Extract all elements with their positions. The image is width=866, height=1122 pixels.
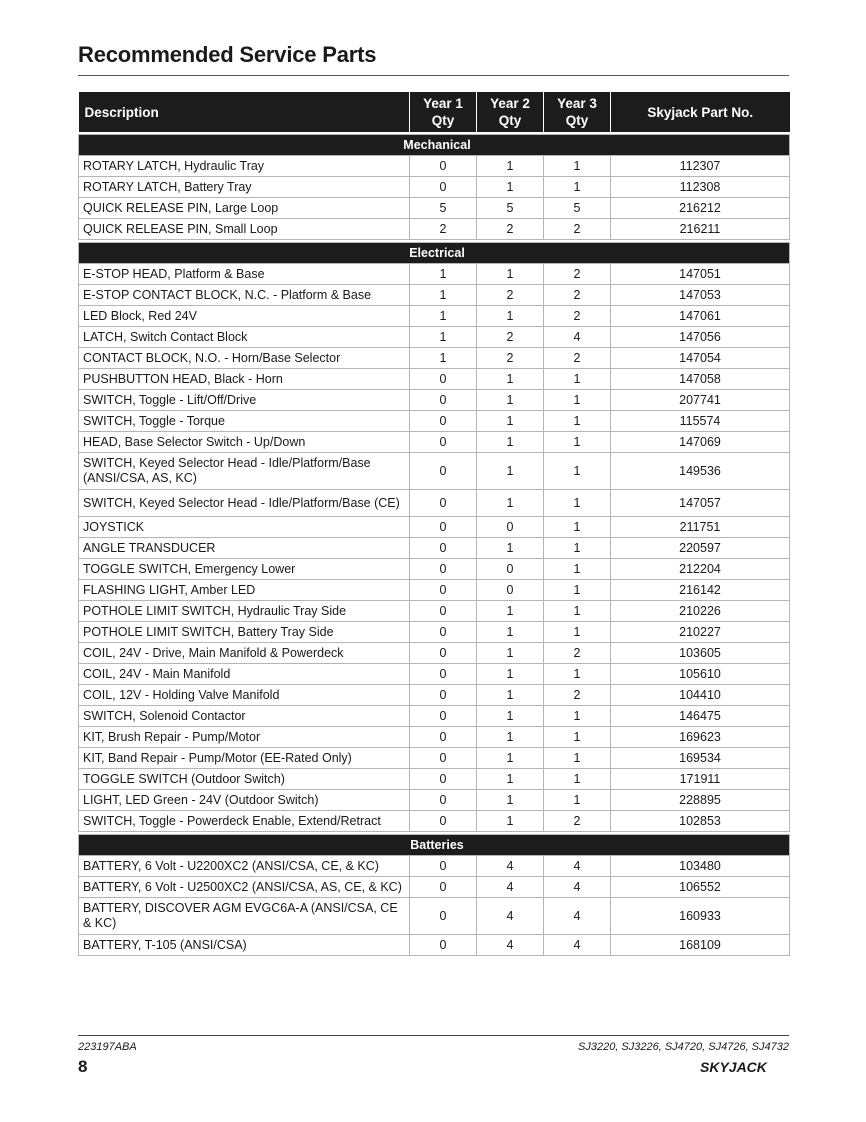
- description-cell: ROTARY LATCH, Hydraulic Tray: [79, 156, 410, 177]
- table-row: [79, 727, 790, 748]
- year3-qty-cell: 1: [544, 727, 611, 748]
- part-number-cell: 160933: [611, 898, 790, 935]
- description-cell: JOYSTICK: [79, 517, 410, 538]
- part-number-cell: 169623: [611, 727, 790, 748]
- year2-qty-cell: 1: [477, 748, 544, 769]
- year2-qty-cell: 1: [477, 790, 544, 811]
- header-year2-qty-label: Qty: [498, 113, 522, 128]
- description-cell: KIT, Brush Repair - Pump/Motor: [79, 727, 410, 748]
- year3-qty-cell: 1: [544, 517, 611, 538]
- year2-qty-cell: 1: [477, 811, 544, 832]
- part-number-cell: 104410: [611, 685, 790, 706]
- table-row: [79, 898, 790, 935]
- year1-qty-cell: 0: [410, 559, 477, 580]
- description-cell: TOGGLE SWITCH, Emergency Lower: [79, 559, 410, 580]
- header-part-no: Skyjack Part No.: [611, 92, 790, 132]
- year1-qty-cell: 1: [410, 327, 477, 348]
- description-cell: ANGLE TRANSDUCER: [79, 538, 410, 559]
- year1-qty-cell: 0: [410, 453, 477, 490]
- year2-qty-cell: 0: [477, 559, 544, 580]
- header-year3-qty-label: Qty: [565, 113, 589, 128]
- part-number-cell: 216212: [611, 198, 790, 219]
- year3-qty-cell: 4: [544, 877, 611, 898]
- header-description: Description: [79, 92, 410, 132]
- year3-qty-cell: 1: [544, 748, 611, 769]
- year1-qty-cell: 2: [410, 219, 477, 240]
- year2-qty-cell: 1: [477, 264, 544, 285]
- year2-qty-cell: 1: [477, 601, 544, 622]
- part-number-cell: 112308: [611, 177, 790, 198]
- year2-qty-cell: 1: [477, 411, 544, 432]
- document-id: 223197ABA: [78, 1041, 137, 1053]
- table-row: [79, 580, 790, 601]
- year3-qty-cell: 1: [544, 664, 611, 685]
- part-number-cell: 115574: [611, 411, 790, 432]
- table-row: [79, 432, 790, 453]
- table-row: [79, 664, 790, 685]
- description-cell: ROTARY LATCH, Battery Tray: [79, 177, 410, 198]
- year3-qty-cell: 1: [544, 580, 611, 601]
- model-list: SJ3220, SJ3226, SJ4720, SJ4726, SJ4732: [578, 1041, 789, 1053]
- year2-qty-cell: 1: [477, 156, 544, 177]
- year3-qty-cell: 1: [544, 769, 611, 790]
- table-row: [79, 517, 790, 538]
- service-parts-table: [78, 92, 790, 956]
- year3-qty-cell: 1: [544, 156, 611, 177]
- description-cell: SWITCH, Toggle - Lift/Off/Drive: [79, 390, 410, 411]
- year3-qty-cell: 4: [544, 327, 611, 348]
- year2-qty-cell: 0: [477, 517, 544, 538]
- part-number-cell: 147056: [611, 327, 790, 348]
- table-row: [79, 769, 790, 790]
- description-cell: SWITCH, Solenoid Contactor: [79, 706, 410, 727]
- table-row: [79, 285, 790, 306]
- description-cell: COIL, 24V - Drive, Main Manifold & Powerdeck: [79, 643, 410, 664]
- year3-qty-cell: 1: [544, 538, 611, 559]
- year3-qty-cell: 1: [544, 559, 611, 580]
- table-row: [79, 685, 790, 706]
- description-cell: TOGGLE SWITCH (Outdoor Switch): [79, 769, 410, 790]
- year1-qty-cell: 0: [410, 811, 477, 832]
- year1-qty-cell: 0: [410, 898, 477, 935]
- year1-qty-cell: 0: [410, 490, 477, 517]
- header-year1-label: Year 1: [423, 96, 463, 111]
- year1-qty-cell: 0: [410, 790, 477, 811]
- year1-qty-cell: 5: [410, 198, 477, 219]
- description-cell: E-STOP CONTACT BLOCK, N.C. - Platform & Base: [79, 285, 410, 306]
- section-title: Batteries: [79, 835, 790, 856]
- year3-qty-cell: 2: [544, 643, 611, 664]
- footer-divider: [78, 1035, 789, 1036]
- part-number-cell: 169534: [611, 748, 790, 769]
- year2-qty-cell: 2: [477, 285, 544, 306]
- part-number-cell: 147061: [611, 306, 790, 327]
- part-number-cell: 210226: [611, 601, 790, 622]
- year2-qty-cell: 1: [477, 369, 544, 390]
- year1-qty-cell: 0: [410, 538, 477, 559]
- part-number-cell: 103480: [611, 856, 790, 877]
- table-row: [79, 411, 790, 432]
- year2-qty-cell: 4: [477, 877, 544, 898]
- part-number-cell: 211751: [611, 517, 790, 538]
- year2-qty-cell: 1: [477, 769, 544, 790]
- year2-qty-cell: 1: [477, 453, 544, 490]
- year1-qty-cell: 0: [410, 622, 477, 643]
- year2-qty-cell: 1: [477, 685, 544, 706]
- section-header-row: [79, 835, 790, 856]
- table-row: [79, 601, 790, 622]
- description-cell: LIGHT, LED Green - 24V (Outdoor Switch): [79, 790, 410, 811]
- year2-qty-cell: 2: [477, 327, 544, 348]
- description-cell: SWITCH, Keyed Selector Head - Idle/Platform/Base (ANSI/CSA, AS, KC): [79, 453, 410, 490]
- year2-qty-cell: 1: [477, 706, 544, 727]
- description-cell: HEAD, Base Selector Switch - Up/Down: [79, 432, 410, 453]
- part-number-cell: 207741: [611, 390, 790, 411]
- year1-qty-cell: 0: [410, 727, 477, 748]
- year3-qty-cell: 5: [544, 198, 611, 219]
- part-number-cell: 210227: [611, 622, 790, 643]
- table-row: [79, 856, 790, 877]
- description-cell: CONTACT BLOCK, N.O. - Horn/Base Selector: [79, 348, 410, 369]
- year1-qty-cell: 0: [410, 706, 477, 727]
- year3-qty-cell: 1: [544, 177, 611, 198]
- year2-qty-cell: 1: [477, 727, 544, 748]
- description-cell: LATCH, Switch Contact Block: [79, 327, 410, 348]
- description-cell: BATTERY, T-105 (ANSI/CSA): [79, 935, 410, 956]
- year1-qty-cell: 0: [410, 517, 477, 538]
- year3-qty-cell: 1: [544, 390, 611, 411]
- year2-qty-cell: 4: [477, 898, 544, 935]
- header-year1-qty-label: Qty: [431, 113, 455, 128]
- description-cell: FLASHING LIGHT, Amber LED: [79, 580, 410, 601]
- part-number-cell: 220597: [611, 538, 790, 559]
- year2-qty-cell: 4: [477, 856, 544, 877]
- part-number-cell: 103605: [611, 643, 790, 664]
- year1-qty-cell: 0: [410, 369, 477, 390]
- table-row: [79, 622, 790, 643]
- year1-qty-cell: 0: [410, 411, 477, 432]
- part-number-cell: 171911: [611, 769, 790, 790]
- year3-qty-cell: 2: [544, 811, 611, 832]
- description-cell: COIL, 24V - Main Manifold: [79, 664, 410, 685]
- table-row: [79, 935, 790, 956]
- year3-qty-cell: 4: [544, 856, 611, 877]
- table-body: [79, 132, 790, 956]
- year1-qty-cell: 0: [410, 601, 477, 622]
- year2-qty-cell: 1: [477, 643, 544, 664]
- table-row: [79, 177, 790, 198]
- year3-qty-cell: 1: [544, 453, 611, 490]
- part-number-cell: 147069: [611, 432, 790, 453]
- year3-qty-cell: 1: [544, 601, 611, 622]
- year1-qty-cell: 0: [410, 769, 477, 790]
- table-row: [79, 490, 790, 517]
- year3-qty-cell: 1: [544, 411, 611, 432]
- description-cell: E-STOP HEAD, Platform & Base: [79, 264, 410, 285]
- part-number-cell: 216142: [611, 580, 790, 601]
- description-cell: POTHOLE LIMIT SWITCH, Battery Tray Side: [79, 622, 410, 643]
- table-row: [79, 748, 790, 769]
- table-row: [79, 306, 790, 327]
- year2-qty-cell: 1: [477, 177, 544, 198]
- table-row: [79, 538, 790, 559]
- table-row: [79, 390, 790, 411]
- part-number-cell: 146475: [611, 706, 790, 727]
- year2-qty-cell: 4: [477, 935, 544, 956]
- year1-qty-cell: 0: [410, 580, 477, 601]
- year3-qty-cell: 2: [544, 685, 611, 706]
- description-cell: BATTERY, DISCOVER AGM EVGC6A-A (ANSI/CSA, CE & KC): [79, 898, 410, 935]
- year2-qty-cell: 2: [477, 348, 544, 369]
- table-row: [79, 643, 790, 664]
- skyjack-logo: [700, 1059, 788, 1075]
- year2-qty-cell: 1: [477, 490, 544, 517]
- year1-qty-cell: 1: [410, 348, 477, 369]
- year3-qty-cell: 4: [544, 898, 611, 935]
- table-row: [79, 219, 790, 240]
- description-cell: LED Block, Red 24V: [79, 306, 410, 327]
- description-cell: SWITCH, Toggle - Torque: [79, 411, 410, 432]
- year1-qty-cell: 1: [410, 264, 477, 285]
- year3-qty-cell: 1: [544, 432, 611, 453]
- table-row: [79, 559, 790, 580]
- year1-qty-cell: 0: [410, 432, 477, 453]
- part-number-cell: 147057: [611, 490, 790, 517]
- description-cell: QUICK RELEASE PIN, Small Loop: [79, 219, 410, 240]
- table-row: [79, 156, 790, 177]
- section-header-row: [79, 243, 790, 264]
- year1-qty-cell: 0: [410, 156, 477, 177]
- year3-qty-cell: 1: [544, 490, 611, 517]
- year2-qty-cell: 1: [477, 432, 544, 453]
- year2-qty-cell: 1: [477, 390, 544, 411]
- year2-qty-cell: 5: [477, 198, 544, 219]
- year3-qty-cell: 2: [544, 219, 611, 240]
- part-number-cell: 147054: [611, 348, 790, 369]
- year2-qty-cell: 1: [477, 538, 544, 559]
- year3-qty-cell: 1: [544, 369, 611, 390]
- year1-qty-cell: 0: [410, 177, 477, 198]
- year3-qty-cell: 4: [544, 935, 611, 956]
- year3-qty-cell: 2: [544, 285, 611, 306]
- table-row: [79, 811, 790, 832]
- part-number-cell: 106552: [611, 877, 790, 898]
- table-row: [79, 790, 790, 811]
- description-cell: POTHOLE LIMIT SWITCH, Hydraulic Tray Side: [79, 601, 410, 622]
- section-header-row: [79, 135, 790, 156]
- table-row: [79, 264, 790, 285]
- year2-qty-cell: 1: [477, 306, 544, 327]
- header-year2-qty: [477, 92, 544, 132]
- section-title: Mechanical: [79, 135, 790, 156]
- year1-qty-cell: 0: [410, 664, 477, 685]
- description-cell: SWITCH, Keyed Selector Head - Idle/Platform/Base (CE): [79, 490, 410, 517]
- description-cell: BATTERY, 6 Volt - U2200XC2 (ANSI/CSA, CE, & KC): [79, 856, 410, 877]
- page-title: Recommended Service Parts: [78, 42, 377, 67]
- page-number: 8: [78, 1057, 88, 1076]
- year3-qty-cell: 1: [544, 790, 611, 811]
- year1-qty-cell: 0: [410, 643, 477, 664]
- year2-qty-cell: 2: [477, 219, 544, 240]
- year1-qty-cell: 1: [410, 306, 477, 327]
- logo-text: SKYJACK: [700, 1059, 767, 1075]
- table-row: [79, 327, 790, 348]
- year3-qty-cell: 2: [544, 348, 611, 369]
- part-number-cell: 149536: [611, 453, 790, 490]
- table-header: [79, 92, 790, 132]
- table-row: [79, 369, 790, 390]
- title-divider: [78, 75, 789, 76]
- description-cell: COIL, 12V - Holding Valve Manifold: [79, 685, 410, 706]
- header-year1-qty: [410, 92, 477, 132]
- year3-qty-cell: 1: [544, 706, 611, 727]
- part-number-cell: 212204: [611, 559, 790, 580]
- year3-qty-cell: 1: [544, 622, 611, 643]
- year2-qty-cell: 1: [477, 664, 544, 685]
- header-year2-label: Year 2: [490, 96, 530, 111]
- table-row: [79, 348, 790, 369]
- year1-qty-cell: 0: [410, 685, 477, 706]
- section-title: Electrical: [79, 243, 790, 264]
- description-cell: QUICK RELEASE PIN, Large Loop: [79, 198, 410, 219]
- year3-qty-cell: 2: [544, 306, 611, 327]
- description-cell: KIT, Band Repair - Pump/Motor (EE-Rated Only): [79, 748, 410, 769]
- description-cell: SWITCH, Toggle - Powerdeck Enable, Extend/Retract: [79, 811, 410, 832]
- part-number-cell: 102853: [611, 811, 790, 832]
- part-number-cell: 168109: [611, 935, 790, 956]
- year1-qty-cell: 0: [410, 935, 477, 956]
- year1-qty-cell: 0: [410, 748, 477, 769]
- year3-qty-cell: 2: [544, 264, 611, 285]
- table-row: [79, 453, 790, 490]
- year1-qty-cell: 0: [410, 856, 477, 877]
- header-year3-label: Year 3: [557, 96, 597, 111]
- year1-qty-cell: 0: [410, 877, 477, 898]
- part-number-cell: 147053: [611, 285, 790, 306]
- year1-qty-cell: 0: [410, 390, 477, 411]
- part-number-cell: 147051: [611, 264, 790, 285]
- part-number-cell: 112307: [611, 156, 790, 177]
- year2-qty-cell: 0: [477, 580, 544, 601]
- part-number-cell: 228895: [611, 790, 790, 811]
- table-row: [79, 706, 790, 727]
- year2-qty-cell: 1: [477, 622, 544, 643]
- table-row: [79, 198, 790, 219]
- description-cell: BATTERY, 6 Volt - U2500XC2 (ANSI/CSA, AS, CE, & KC): [79, 877, 410, 898]
- description-cell: PUSHBUTTON HEAD, Black - Horn: [79, 369, 410, 390]
- part-number-cell: 105610: [611, 664, 790, 685]
- part-number-cell: 147058: [611, 369, 790, 390]
- year1-qty-cell: 1: [410, 285, 477, 306]
- table-row: [79, 877, 790, 898]
- part-number-cell: 216211: [611, 219, 790, 240]
- header-year3-qty: [544, 92, 611, 132]
